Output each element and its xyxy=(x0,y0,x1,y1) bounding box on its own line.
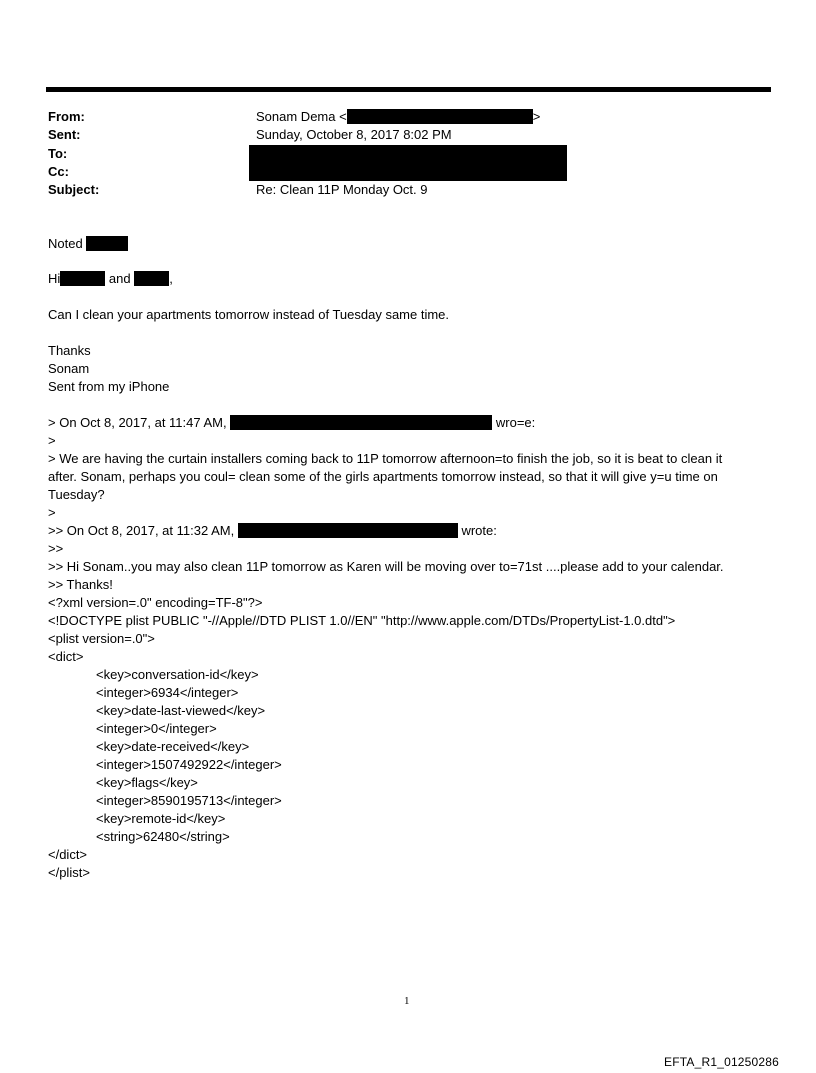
plist-entry: <key>remote-id</key> xyxy=(96,811,226,826)
to-label: To: xyxy=(48,146,68,161)
from-label: From: xyxy=(48,109,85,124)
plist-entry: <integer>8590195713</integer> xyxy=(96,793,282,808)
sent-value: Sunday, October 8, 2017 8:02 PM xyxy=(256,127,452,142)
greeting-line: Hi and , xyxy=(48,271,173,286)
plist-entry: <integer>1507492922</integer> xyxy=(96,757,282,772)
quote1-body-line: after. Sonam, perhaps you coul= clean some of the girls apartments tomorrow instead, so that it will give y=u time on xyxy=(48,469,718,484)
quote2-body-line: >> Hi Sonam..you may also clean 11P tomorrow as Karen will be moving over to=71st ....please add to your calendar. xyxy=(48,559,724,574)
quote2-header: >> On Oct 8, 2017, at 11:32 AM, wrote: xyxy=(48,523,497,538)
plist-entry: <key>date-received</key> xyxy=(96,739,250,754)
noted-line: Noted xyxy=(48,235,128,253)
plist-entry: <string>62480</string> xyxy=(96,829,230,844)
quote1-body-line: > We are having the curtain installers coming back to 11P tomorrow afternoon=to finish the job, so it is beat to clean it xyxy=(48,451,723,466)
redaction-bar xyxy=(230,415,492,430)
dict-open: <dict> xyxy=(48,649,84,664)
quote1-header: > On Oct 8, 2017, at 11:47 AM, wro=e: xyxy=(48,415,536,430)
page-number: 1 xyxy=(404,995,410,1007)
plist-doctype: <!DOCTYPE plist PUBLIC "-//Apple//DTD PLIST 1.0//EN" "http://www.apple.com/DTDs/PropertyList-1.0.dtd"> xyxy=(48,613,676,628)
bates-number: EFTA_R1_01250286 xyxy=(664,1055,780,1069)
cc-label: Cc: xyxy=(48,164,69,179)
sent-from-line: Sent from my iPhone xyxy=(48,379,170,394)
subject-value: Re: Clean 11P Monday Oct. 9 xyxy=(256,182,428,197)
plist-entry: <integer>6934</integer> xyxy=(96,685,239,700)
redaction-bar xyxy=(238,523,458,538)
quote-blank-line: > xyxy=(48,433,56,448)
plist-entry: <key>conversation-id</key> xyxy=(96,667,259,682)
quote2-thanks-line: >> Thanks! xyxy=(48,577,113,592)
thanks-line: Thanks xyxy=(48,343,91,358)
quote1-body-line: Tuesday? xyxy=(48,487,105,502)
redaction-bar xyxy=(60,271,105,286)
recipients-redaction xyxy=(249,145,567,181)
from-value: Sonam Dema < > xyxy=(256,109,541,124)
redaction-bar xyxy=(347,109,533,124)
quote-blank-line: > xyxy=(48,505,56,520)
signature-line: Sonam xyxy=(48,361,90,376)
plist-close: </plist> xyxy=(48,865,90,880)
plist-entry: <integer>0</integer> xyxy=(96,721,217,736)
dict-close: </dict> xyxy=(48,847,88,862)
redaction-bar xyxy=(86,236,128,251)
plist-open: <plist version=.0"> xyxy=(48,631,155,646)
plist-entry: <key>date-last-viewed</key> xyxy=(96,703,266,718)
header-rule xyxy=(46,87,771,92)
redaction-bar xyxy=(134,271,169,286)
subject-label: Subject: xyxy=(48,182,100,197)
sent-label: Sent: xyxy=(48,127,81,142)
plist-entry: <key>flags</key> xyxy=(96,775,198,790)
request-line: Can I clean your apartments tomorrow instead of Tuesday same time. xyxy=(48,307,450,322)
quote-blank-line: >> xyxy=(48,541,64,556)
plist-xml-decl: <?xml version=.0" encoding=TF-8"?> xyxy=(48,595,263,610)
